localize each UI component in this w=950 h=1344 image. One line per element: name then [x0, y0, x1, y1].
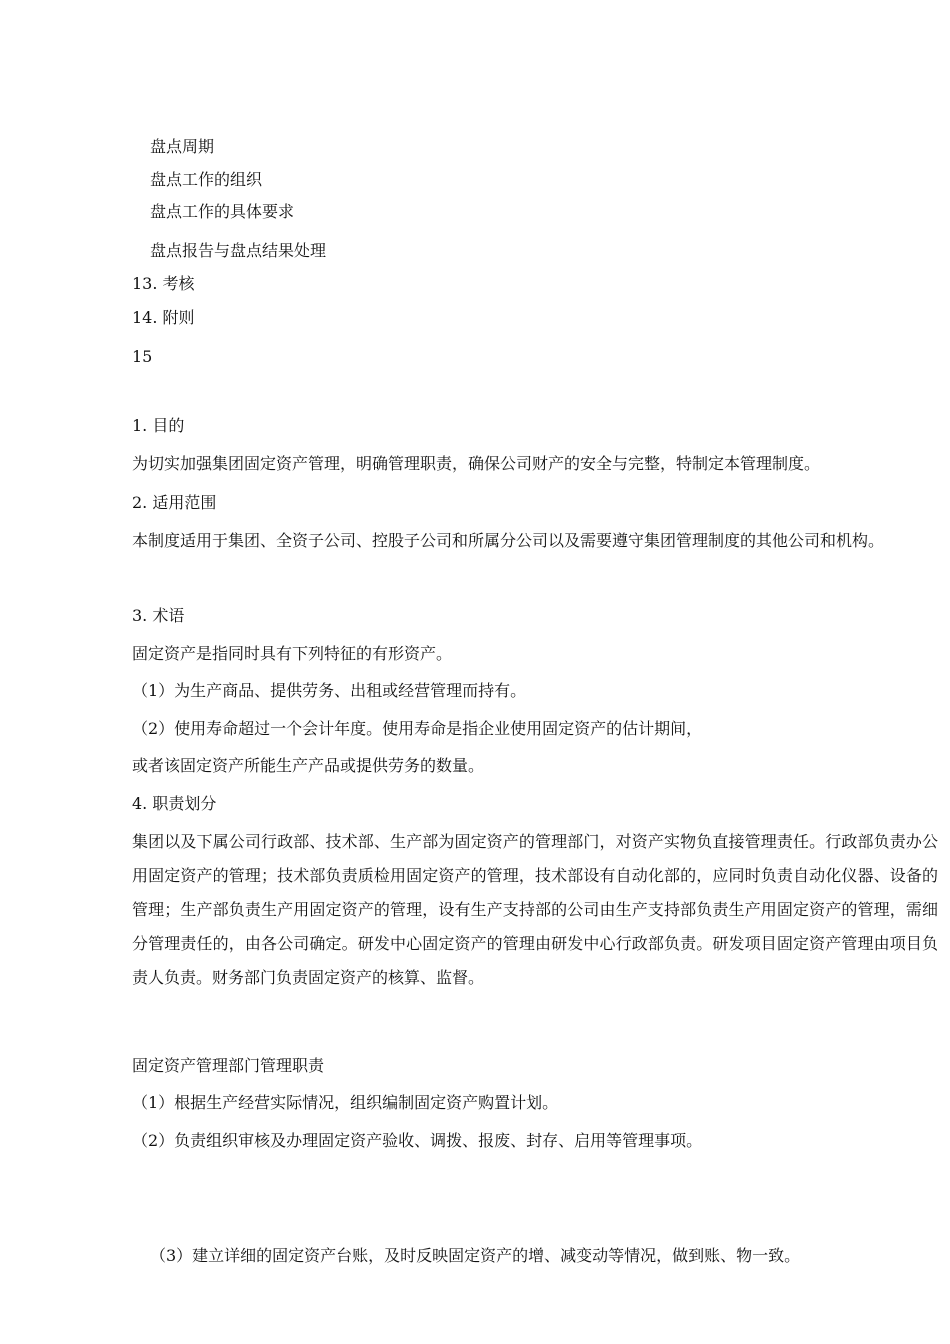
section-body-responsibilities: 集团以及下属公司行政部、技术部、生产部为固定资产的管理部门，对资产实物负直接管理责任。行政部负责办公用固定资产的管理；技术部负责质检用固定资产的管理，技术部设有自动化部的，应同时负责自动化仪器、设备的管理；生产部负责生产用固定资产的管理，设有生产支持部的公司由生产支持部负责生产用固定资产的管理，需细分管理责任的，由各公司确定。研发中心固定资产的管理由研发中心行政部负责。研发项目固定资产管理由项目负责人负责。财务部门负责固定资产的核算、监督。: [132, 832, 938, 987]
toc-item-inventory-requirements: 盘点工作的具体要求: [150, 202, 295, 221]
section-heading-scope: 2. 适用范围: [132, 493, 217, 512]
section-body-scope: 本制度适用于集团、全资子公司、控股子公司和所属分公司以及需要遵守集团管理制度的其他公司和机构。: [132, 531, 885, 550]
terms-item-2-continued: 或者该固定资产所能生产产品或提供劳务的数量。: [132, 756, 485, 775]
duty-item-1: （1）根据生产经营实际情况，组织编制固定资产购置计划。: [132, 1093, 559, 1112]
toc-item-appendix: 14. 附则: [132, 308, 195, 327]
terms-item-2: （2）使用寿命超过一个会计年度。使用寿命是指企业使用固定资产的估计期间，: [132, 719, 703, 738]
section-heading-terms: 3. 术语: [132, 606, 185, 625]
duties-heading: 固定资产管理部门管理职责: [132, 1056, 325, 1075]
toc-item-assessment: 13. 考核: [132, 274, 195, 293]
toc-item-inventory-report: 盘点报告与盘点结果处理: [150, 241, 327, 260]
terms-intro: 固定资产是指同时具有下列特征的有形资产。: [132, 644, 453, 663]
section-body-purpose: 为切实加强集团固定资产管理，明确管理职责，确保公司财产的安全与完整，特制定本管理制度。: [132, 454, 821, 473]
section-heading-purpose: 1. 目的: [132, 416, 185, 435]
toc-item-inventory-organization: 盘点工作的组织: [150, 170, 263, 189]
duty-item-2: （2）负责组织审核及办理固定资产验收、调拨、报废、封存、启用等管理事项。: [132, 1131, 703, 1150]
toc-item-page-number: 15: [132, 347, 153, 366]
toc-item-inventory-cycle: 盘点周期: [150, 137, 215, 156]
duty-item-3: （3）建立详细的固定资产台账，及时反映固定资产的增、减变动等情况，做到账、物一致。: [150, 1246, 801, 1265]
terms-item-1: （1）为生产商品、提供劳务、出租或经营管理而持有。: [132, 681, 527, 700]
section-heading-responsibilities: 4. 职责划分: [132, 794, 217, 813]
